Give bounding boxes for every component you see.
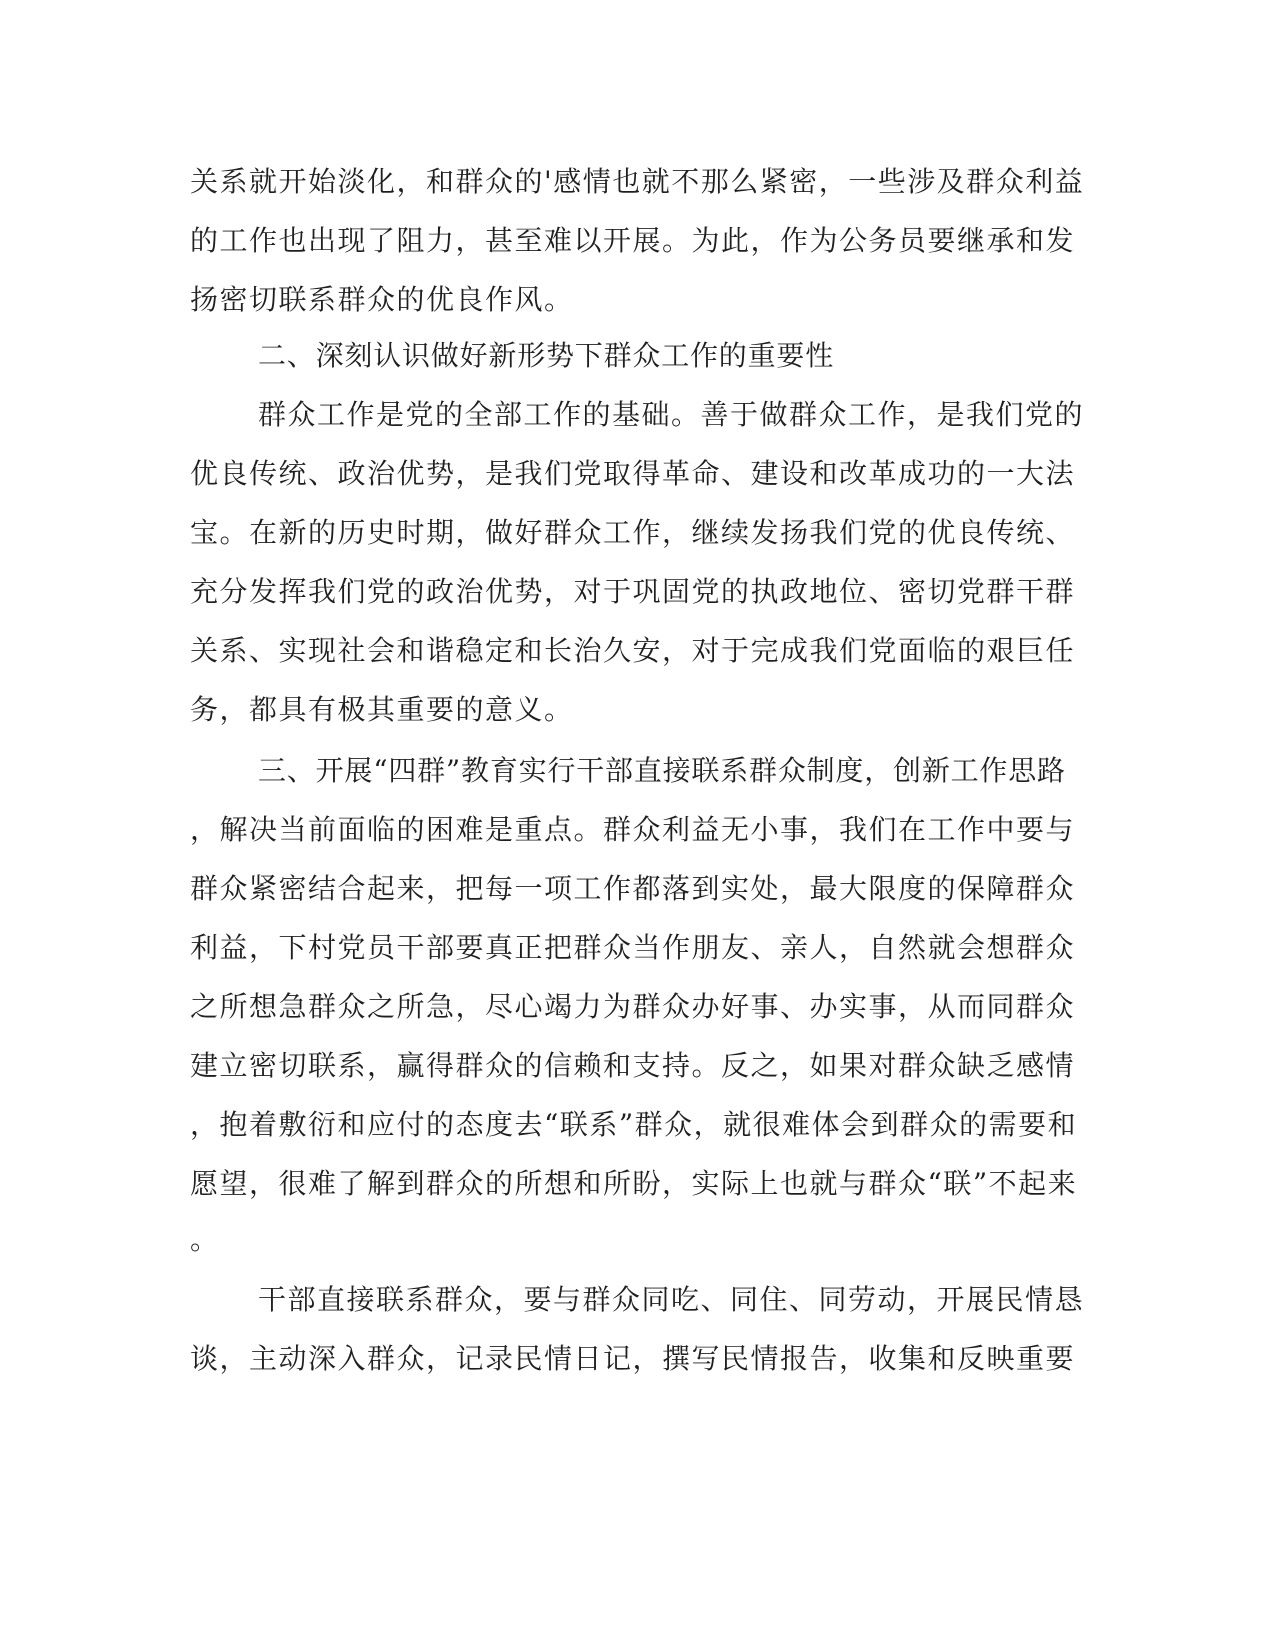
- text-line: 关系就开始淡化，和群众的'感情也就不那么紧密，一些涉及群众利益: [190, 165, 1085, 198]
- text-line: 谈，主动深入群众，记录民情日记，撰写民情报告，收集和反映重要: [190, 1342, 1076, 1375]
- text-line: 扬密切联系群众的优良作风。: [190, 283, 574, 316]
- section-heading: 三、开展“四群”教育实行干部直接联系群众制度，创新工作思路: [258, 754, 1066, 787]
- text-line: ，解决当前面临的困难是重点。群众利益无小事，我们在工作中要与: [190, 813, 1076, 846]
- text-line: 关系、实现社会和谐稳定和长治久安，对于完成我们党面临的艰巨任: [190, 634, 1076, 667]
- text-line: ，抱着敷衍和应付的态度去“联系”群众，就很难体会到群众的需要和: [190, 1108, 1078, 1141]
- text-line: 愿望，很难了解到群众的所想和所盼，实际上也就与群众“联”不起来: [190, 1167, 1078, 1200]
- text-line: 利益，下村党员干部要真正把群众当作朋友、亲人，自然就会想群众: [190, 931, 1076, 964]
- section-heading: 二、深刻认识做好新形势下群众工作的重要性: [258, 339, 835, 372]
- text-line: 宝。在新的历史时期，做好群众工作，继续发扬我们党的优良传统、: [190, 516, 1076, 549]
- paragraph-first-line: 群众工作是党的全部工作的基础。善于做群众工作，是我们党的: [258, 398, 1085, 431]
- text-line: 的工作也出现了阻力，甚至难以开展。为此，作为公务员要继承和发: [190, 224, 1076, 257]
- text-line: 群众紧密结合起来，把每一项工作都落到实处，最大限度的保障群众: [190, 872, 1076, 905]
- text-line: 务，都具有极其重要的意义。: [190, 693, 574, 726]
- text-line: 。: [190, 1223, 220, 1256]
- text-line: 之所想急群众之所急，尽心竭力为群众办好事、办实事，从而同群众: [190, 990, 1076, 1023]
- paragraph-first-line: 干部直接联系群众，要与群众同吃、同住、同劳动，开展民情恳: [258, 1283, 1085, 1316]
- text-line: 建立密切联系，赢得群众的信赖和支持。反之，如果对群众缺乏感情: [190, 1049, 1076, 1082]
- text-line: 优良传统、政治优势，是我们党取得革命、建设和改革成功的一大法: [190, 457, 1076, 490]
- text-line: 充分发挥我们党的政治优势，对于巩固党的执政地位、密切党群干群: [190, 575, 1076, 608]
